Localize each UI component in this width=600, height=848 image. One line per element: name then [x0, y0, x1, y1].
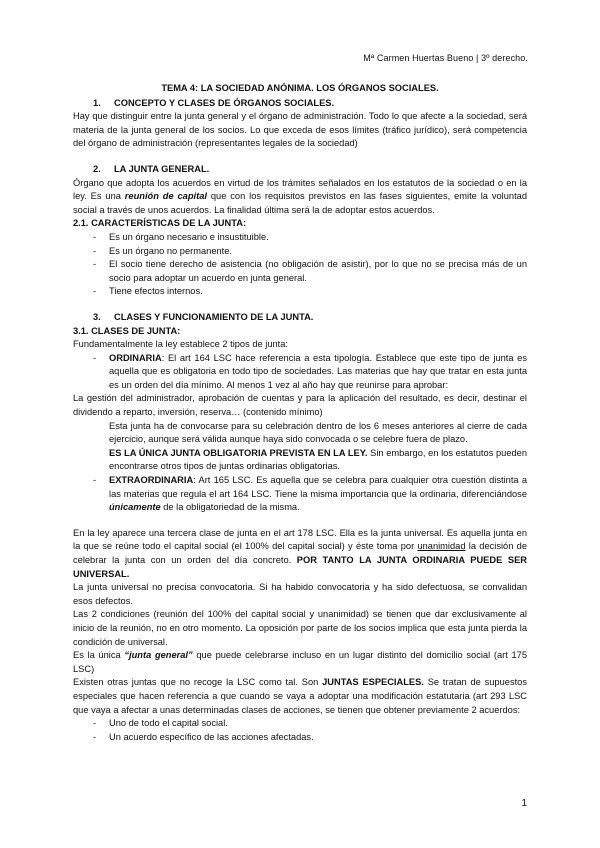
- acuerdos-list: [73, 717, 527, 744]
- emphasis-junta-general: “junta general”: [124, 650, 193, 661]
- list-item-extraordinaria: [73, 474, 527, 515]
- text-span: Es la única: [73, 650, 125, 661]
- text-span: de la obligatoriedad de la misma.: [160, 502, 300, 513]
- list-item: - Uno de todo el capital social.: [73, 717, 527, 731]
- list-item: - El socio tiene derecho de asistencia (no obligación de asistir), por lo que no se precisa más de un socio para adoptar un acuerdo en junta general.: [73, 258, 527, 285]
- section-2-number: 2.: [93, 163, 101, 174]
- juntas-especiales-paragraph: [73, 676, 527, 717]
- document-title: TEMA 4: LA SOCIEDAD ANÓNIMA. LOS ÓRGANOS SOCIALES.: [161, 83, 439, 93]
- juntas-especiales-emphasis: JUNTAS ESPECIALES.: [322, 677, 424, 688]
- text-span: Sin embargo, en los estatutos pueden encontrarse otros tipos de juntas ordinarias obligatorias.: [109, 447, 527, 472]
- junta-universal-paragraph: [73, 527, 527, 581]
- list-item: - Es un órgano necesario e insustituible.: [73, 231, 527, 245]
- section-1-title: CONCEPTO Y CLASES DE ÓRGANOS SOCIALES.: [114, 97, 335, 108]
- text-span: Se tratan de supuestos especiales que hacen referencia a que cuando se vaya a adoptar una modificación estatutaria (art 293 LSC que vaya a afectar a unas determinadas clases de acciones, se tienen que obtener previamente 2 acuerdos:: [73, 677, 527, 715]
- convocatoria-paragraph: La junta universal no precisa convocatoria. Si ha habido convocatoria y ha sido defectuosa, se convalidan esos defectos.: [73, 582, 527, 606]
- extraordinaria-label: EXTRAORDINARIA: [109, 475, 194, 486]
- underlined-unanimidad: unanimidad: [417, 541, 466, 552]
- text-span: : El art 164 LSC hace referencia a esta tipología. Establece que este tipo de junta es aquella que es obligatoria en todo tipo de sociedades. Las materias que hay que tratar en esta junta es un orden del día mínimo. Al menos 1 vez al año hay que reunirse para aprobar:: [109, 352, 527, 390]
- text-span: En la ley aparece una tercera clase de junta en el art 178 LSC. Ella es la junta universal. Es aquella junta en la que se reúne todo el capital social (el 100% del capital social) y éste toma por: [73, 527, 527, 552]
- section-2-paragraph: [73, 177, 527, 218]
- section-1-heading: [73, 97, 527, 111]
- section-3-number: 3.: [93, 311, 101, 322]
- characteristics-list: [73, 231, 527, 299]
- emphasis-reunion-capital: reunión de capital: [124, 191, 207, 202]
- text-span: que puede celebrarse incluso en un lugar distinto del domicilio social (art 175 LSC): [73, 650, 527, 674]
- list-item: - Un acuerdo específico de las acciones afectadas.: [73, 731, 527, 745]
- junta-ordinaria-list: [73, 352, 527, 393]
- section-2-heading: [73, 163, 527, 177]
- list-item: - Tiene efectos internos.: [73, 285, 527, 299]
- section-1-number: 1.: [93, 97, 101, 108]
- ordinaria-unica-emphasis: ES LA ÚNICA JUNTA OBLIGATORIA PREVISTA EN LA LEY.: [109, 447, 368, 458]
- page-header-author: Mª Carmen Huertas Bueno | 3º derecho.: [363, 53, 528, 63]
- universal-emphasis: POR TANTO LA JUNTA ORDINARIA PUEDE SER UNIVERSAL.: [73, 555, 527, 579]
- ordinaria-materias-paragraph: La gestión del administrador, aprobación de cuentas y para la aplicación del resultado, es decir, destinar el dividendo a reparto, inversión, reserva… (contenido mínimo): [73, 393, 527, 418]
- junta-extraordinaria-list: [73, 474, 527, 515]
- section-3-title: CLASES Y FUNCIONAMIENTO DE LA JUNTA.: [114, 311, 314, 322]
- lugar-paragraph: [73, 649, 527, 676]
- list-item: - Es un órgano no permanente.: [73, 245, 527, 259]
- text-span: Existen otras juntas que no recoge la LSC como tal. Son: [73, 677, 323, 688]
- page-number: 1: [521, 798, 527, 809]
- subsection-3-1-heading: 3.1. CLASES DE JUNTA:: [73, 325, 181, 336]
- section-3-heading: [73, 311, 527, 325]
- list-item-ordinaria: [73, 352, 527, 393]
- junta-types-intro: Fundamentalmente la ley establece 2 tipos de junta:: [73, 339, 288, 350]
- ordinaria-convocatoria-paragraph: Esta junta ha de convocarse para su celebración dentro de los 6 meses anteriores al cierre de cada ejercicio, aunque será válida aunque haya sido convocada o se celebre fuera de plazo.: [109, 420, 527, 445]
- document-body: [73, 82, 527, 744]
- text-span: Órgano que adopta los acuerdos en virtud de los trámites señalados en los estatutos de la sociedad o en la ley. Es una: [73, 177, 527, 202]
- text-span: que con los requisitos previstos en las fases siguientes, emite la voluntad social a través de unos acuerdos. La finalidad última será la de adoptar estos acuerdos.: [73, 191, 527, 215]
- section-2-title: LA JUNTA GENERAL.: [114, 163, 210, 174]
- ordinaria-unica-paragraph: [73, 447, 527, 474]
- emphasis-unicamente: únicamente: [109, 502, 161, 513]
- ordinaria-label: ORDINARIA: [109, 352, 162, 363]
- condiciones-paragraph: Las 2 condiciones (reunión del 100% del capital social y unanimidad) se tienen que dar exclusivamente al inicio de la reunión, no en otro momento. La oposición por parte de los socios implica que esta junta pierda la condición de universal.: [73, 609, 527, 647]
- subsection-2-1-heading: 2.1. CARACTERÍSTICAS DE LA JUNTA:: [73, 218, 247, 229]
- text-span: : Art 165 LSC. Es aquella que se celebra para cualquier otra cuestión distinta a las materias que regula el art 164 LSC. Tiene la misma importancia que la ordinaria, diferenciándose: [109, 475, 527, 499]
- text-span: la decisión de celebrar la junta con un orden del día concreto.: [73, 541, 528, 565]
- section-1-paragraph: Hay que distinguir entre la junta general y el órgano de administración. Todo lo que afecte a la sociedad, será materia de la junta general de los socios. Lo que exceda de esos límites (tráfico jurídico), será competencia del órgano de administración (representantes legales de la sociedad): [73, 111, 527, 149]
